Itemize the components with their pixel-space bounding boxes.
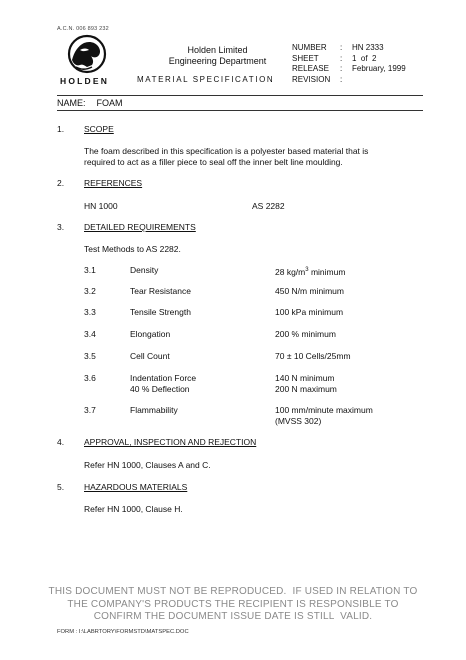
section-number: 1. (57, 124, 65, 134)
section-title-detailed: DETAILED REQUIREMENTS (84, 222, 196, 232)
req-number: 3.1 (84, 265, 96, 275)
req-value: 100 kPa minimum (275, 307, 344, 317)
req-number: 3.7 (84, 405, 96, 415)
section-number: 4. (57, 437, 65, 447)
reference-item: AS 2282 (252, 201, 285, 211)
form-path: FORM : I:\LABRTORY\FORMSTD\MATSPEC.DOC (57, 629, 189, 635)
acn-number: A.C.N. 006 893 232 (57, 26, 109, 32)
req-property: Density (130, 265, 159, 275)
meta-value: 1 of 2 (352, 53, 377, 63)
approval-text: Refer HN 1000, Clauses A and C. (84, 460, 211, 470)
document-type: MATERIAL SPECIFICATION (137, 75, 275, 84)
meta-key: NUMBER (292, 43, 327, 52)
section-title-references: REFERENCES (84, 178, 143, 188)
header-divider (57, 95, 423, 96)
req-property: Tensile Strength (130, 307, 191, 317)
req-property: Elongation (130, 329, 171, 339)
req-value: 70 ± 10 Cells/25mm (275, 351, 351, 361)
meta-value: HN 2333 (352, 43, 384, 52)
name-value: FOAM (96, 98, 123, 108)
material-name (57, 98, 123, 108)
req-value: 200 % minimum (275, 329, 336, 339)
section-number: 5. (57, 482, 65, 492)
req-number: 3.4 (84, 329, 96, 339)
meta-key: SHEET (292, 53, 319, 63)
test-methods-intro: Test Methods to AS 2282. (84, 244, 181, 254)
document-meta (292, 43, 406, 85)
name-divider (57, 110, 423, 111)
hazardous-text: Refer HN 1000, Clause H. (84, 504, 183, 514)
scope-text: The foam described in this specification is a polyester based material that is required to act as a filler piece to seal off the inner belt line moulding. (84, 146, 369, 167)
meta-sheet: SHEET : 1 of 2 (292, 53, 377, 63)
section-title-hazardous: HAZARDOUS MATERIALS (84, 482, 188, 492)
section-number: 2. (57, 178, 65, 188)
reproduction-notice: THIS DOCUMENT MUST NOT BE REPRODUCED. IF USED IN RELATION TO THE COMPANY'S PRODUCTS THE RECIPIENT IS RESPONSIBLE TO CONFIRM THE DOCUMENT ISSUE DATE IS STILL VALID. (48, 586, 418, 622)
req-number: 3.3 (84, 307, 96, 317)
req-property: Cell Count (130, 351, 170, 361)
section-number: 3. (57, 222, 65, 232)
req-property: Indentation Force 40 % Deflection (130, 373, 197, 394)
section-title-approval: APPROVAL, INSPECTION AND REJECTION (84, 437, 257, 447)
brand-wordmark: HOLDEN (60, 76, 110, 86)
department-name: Engineering Department (168, 56, 267, 66)
company-name: Holden Limited (187, 45, 248, 55)
meta-release: RELEASE : February, 1999 (292, 64, 406, 73)
name-label: NAME: (57, 98, 86, 108)
req-number: 3.6 (84, 373, 96, 383)
meta-number: NUMBER : HN 2333 (292, 43, 384, 52)
meta-key: RELEASE (292, 64, 329, 73)
req-value: 450 N/m minimum (275, 286, 344, 296)
reference-item: HN 1000 (84, 201, 118, 211)
section-title-scope: SCOPE (84, 124, 114, 134)
req-number: 3.5 (84, 351, 96, 361)
req-property: Tear Resistance (130, 286, 191, 296)
req-value: 28 $kg/m^3$ minimum (275, 266, 346, 277)
meta-revision: REVISION : (292, 74, 343, 84)
req-value: 100 mm/minute maximum (MVSS 302) (275, 405, 373, 426)
meta-value: February, 1999 (352, 64, 406, 73)
meta-key: REVISION (292, 74, 331, 84)
req-property: Flammability (130, 405, 178, 415)
company-block (150, 45, 285, 67)
req-number: 3.2 (84, 286, 96, 296)
req-value: 140 N minimum 200 N maximum (275, 373, 337, 394)
